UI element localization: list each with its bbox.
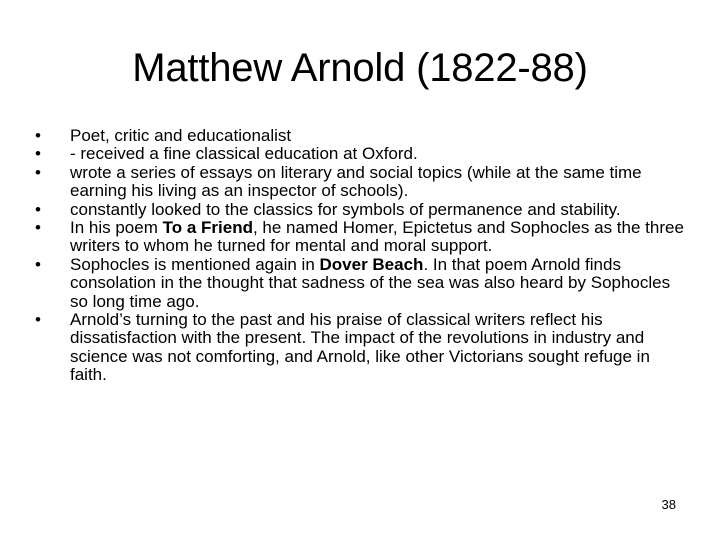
bullet-text: Sophocles is mentioned again in Dover Beach. In that poem Arnold finds consolation in the thought that sadness of the sea was also heard by Sophocles so long time ago. <box>70 254 671 311</box>
bullet-item <box>30 256 690 311</box>
bullet-icon: • <box>35 162 41 182</box>
bullet-icon: • <box>35 218 41 238</box>
bullet-item <box>30 219 690 256</box>
bullet-item <box>30 127 690 145</box>
bullet-icon: • <box>35 199 41 219</box>
bullet-icon: • <box>35 144 41 164</box>
bullet-icon: • <box>35 126 41 145</box>
bullet-icon: • <box>35 310 41 330</box>
bullet-item <box>30 145 690 163</box>
bullet-text: Poet, critic and educationalist <box>70 126 292 145</box>
poem-title-to-a-friend: To a Friend <box>162 218 253 238</box>
bullet-text: - received a fine classical education at Oxford. <box>70 144 418 164</box>
bullet-item <box>30 201 690 219</box>
slide-title: Matthew Arnold (1822-88) <box>132 46 588 90</box>
bullet-icon: • <box>35 254 41 274</box>
bullet-text: Arnold’s turning to the past and his praise of classical writers reflect his dissatisfaction with the present. The impact of the revolutions in industry and science was not comforting, and Arnold, like other Victorians sought refuge in faith. <box>70 310 650 385</box>
bullet-text: In his poem To a Friend, he named Homer, Epictetus and Sophocles as the three writers to whom he turned for mental and moral support. <box>70 218 684 256</box>
bullet-item <box>30 164 690 201</box>
bullet-text: wrote a series of essays on literary and social topics (while at the same time earning his living as an inspector of schools). <box>70 162 642 201</box>
bullet-text: constantly looked to the classics for symbols of permanence and stability. <box>70 199 621 219</box>
bullet-item <box>30 311 690 385</box>
page-number: 38 <box>661 497 676 512</box>
bullet-list <box>30 127 690 385</box>
poem-title-dover-beach: Dover Beach <box>319 254 424 274</box>
